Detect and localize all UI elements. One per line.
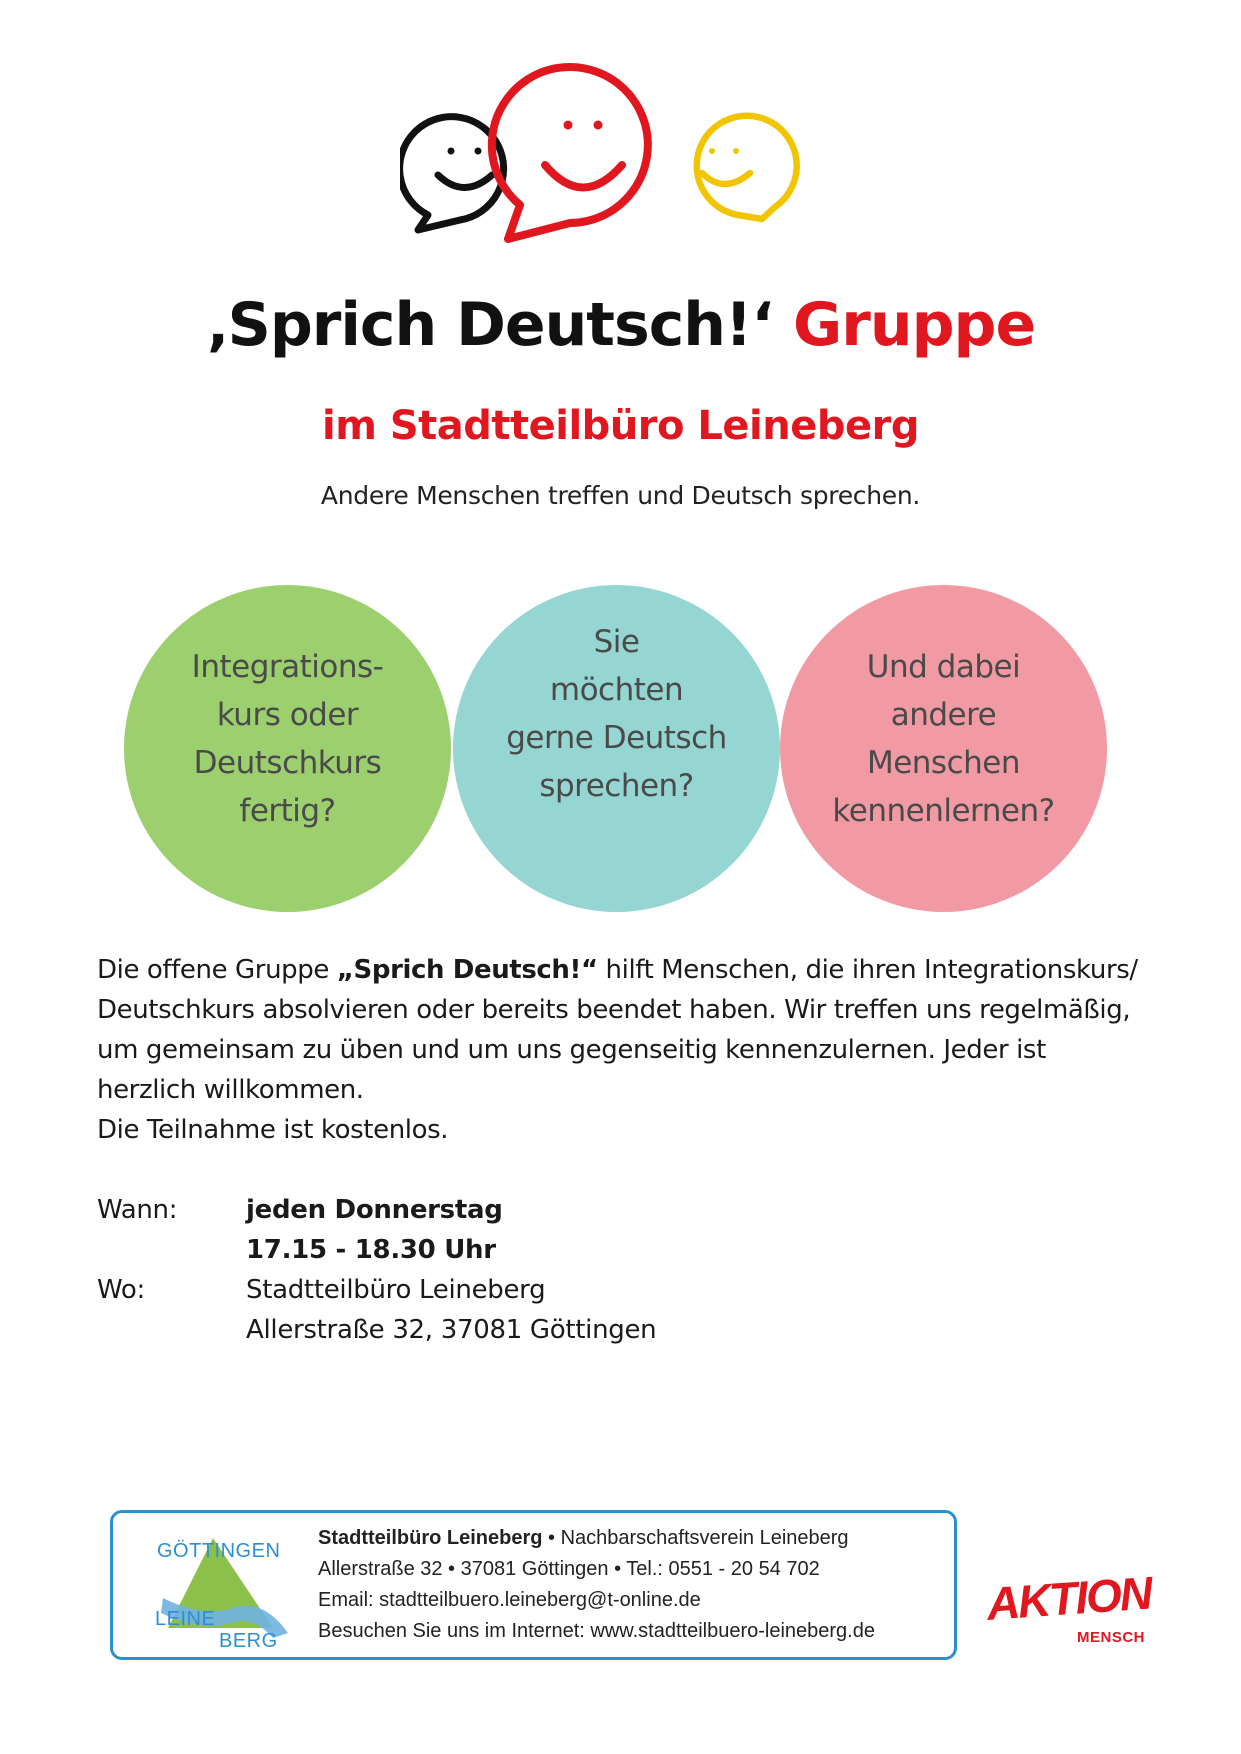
- contact-org-name: Stadtteilbüro Leineberg: [318, 1527, 543, 1549]
- logo-text-berg: BERG: [219, 1630, 278, 1652]
- description-paragraph: [97, 950, 1147, 1150]
- description-text: hilft Menschen, die ihren Integrationskurs/ Deutschkurs absolvieren oder bereits beendet haben. Wir treffen uns regelmäßig, um gemeinsam zu üben und um uns gegenseitig kennenzulernen. Jeder ist herzlich willkommen.: [97, 955, 1138, 1105]
- where-place: Stadtteilbüro Leineberg: [246, 1275, 546, 1305]
- circle-integration-course: [124, 585, 451, 912]
- goettingen-leineberg-logo: [153, 1523, 293, 1653]
- contact-web[interactable]: Besuchen Sie uns im Internet: www.stadtteilbuero-leineberg.de: [318, 1620, 875, 1642]
- logo-text-goettingen: GÖTTINGEN: [157, 1540, 281, 1562]
- circle-text: Und dabei andere Menschen kennenlernen?: [832, 648, 1055, 829]
- title-accent: Gruppe: [793, 290, 1036, 360]
- contact-address: Allerstraße 32 • 37081 Göttingen • Tel.: 0551 - 20 54 702: [318, 1558, 820, 1580]
- description-group-name: „Sprich Deutsch!“: [336, 955, 598, 985]
- when-day: jeden Donnerstag: [246, 1195, 503, 1225]
- contact-org: [318, 1527, 849, 1550]
- title-main: ‚Sprich Deutsch!‘: [205, 290, 774, 360]
- contact-box: [110, 1510, 957, 1660]
- contact-org-assoc: • Nachbarschaftsverein Leineberg: [542, 1527, 849, 1549]
- page-subtitle: im Stadtteilbüro Leineberg: [322, 403, 919, 449]
- aktion-logo-text: AKTION: [985, 1566, 1153, 1630]
- circle-text: Integrations- kurs oder Deutschkurs fertig?: [191, 648, 384, 829]
- page-title: [0, 285, 1241, 365]
- when-time: 17.15 - 18.30 Uhr: [246, 1235, 496, 1265]
- description-text: Die offene Gruppe: [97, 955, 337, 985]
- when-label: Wann:: [97, 1195, 178, 1225]
- contact-email[interactable]: Email: stadtteilbuero.leineberg@t-online.de: [318, 1589, 701, 1611]
- smiley-speech-bubble-black-icon: [400, 117, 504, 230]
- smiley-bubbles-group: [400, 55, 840, 255]
- mensch-logo-text: MENSCH: [1077, 1629, 1146, 1646]
- circle-text: Sie möchten gerne Deutsch sprechen?: [506, 623, 727, 804]
- tagline: Andere Menschen treffen und Deutsch sprechen.: [320, 481, 921, 510]
- smiley-speech-bubble-yellow-icon: [697, 116, 797, 219]
- logo-text-leine: LEINE: [155, 1608, 216, 1630]
- smiley-speech-bubble-red-icon: [492, 67, 648, 239]
- where-address: Allerstraße 32, 37081 Göttingen: [246, 1315, 657, 1345]
- circle-speak-german: [453, 585, 780, 912]
- where-label: Wo:: [97, 1275, 145, 1305]
- description-cost: Die Teilnahme ist kostenlos.: [97, 1115, 449, 1145]
- aktion-mensch-logo: [985, 1566, 1185, 1667]
- circle-meet-people: [780, 585, 1107, 912]
